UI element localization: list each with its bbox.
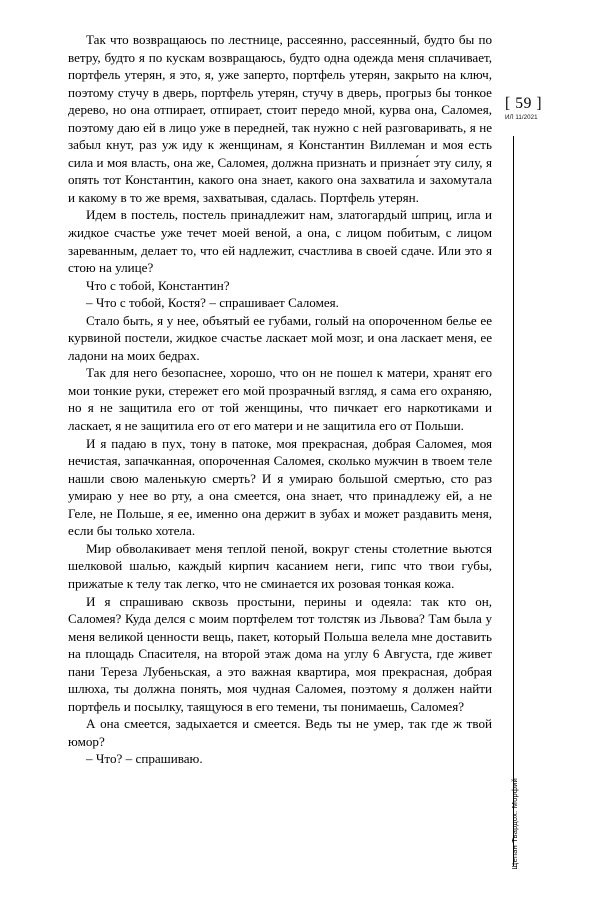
issue-label: ИЛ 11/2021 <box>505 114 538 121</box>
body-paragraph: А она смеется, задыхается и смеется. Ведь ты не умер, так где ж твой юмор? <box>68 716 492 749</box>
body-paragraph: – Что? – спрашиваю. <box>86 751 203 767</box>
body-paragraph: Так для него безопаснее, хорошо, что он не пошел к матери, хранят его мои тонкие руки, стережет его мой прозрачный взгляд, я сама его охраняю, но я не защитила его от той женщины, что пичкает его наркотиками и ласкает, я не защитила его от его матери и не защитила его от Польши. <box>68 365 492 434</box>
body-paragraph: Что с тобой, Константин? <box>86 277 230 293</box>
running-head-label: Щепан Твардох. Морфий <box>509 778 519 870</box>
folio-block <box>505 95 575 122</box>
page-number: [ 59 ] <box>505 95 543 112</box>
body-text-column <box>68 31 492 768</box>
body-paragraph: Мир обволакивает меня теплой пеной, вокруг стены столетние вьются шелковой шалью, каждый кирпич касанием неги, гипс что твои губы, прижатые к телу так легко, что не сминается их розовая тонкая кожа. <box>68 540 492 591</box>
body-paragraph: И я спрашиваю сквозь простыни, перины и одеяла: так кто он, Саломея? Куда делся с моим портфелем тот толстяк из Львова? Там была у меня великой ценности вещь, пакет, который Польша велела мне доставить на площадь Спасителя, на второй этаж дома на углу 6 Августа, где живет пани Тереза Лубеньская, а это важная квартира, моя прекрасная, добрая шлюха, ты должна понять, моя чудная Саломея, поэтому я должен найти портфель и посылку, таящуюся в его темени, ты понимаешь, Саломея? <box>68 593 492 714</box>
body-paragraph: Стало быть, я у нее, объятый ее губами, голый на опороченном белье ее курвиной постели, жидкое счастье ласкает мой мозг, и она ласкает меня, ее ладони на моих бедрах. <box>68 312 492 363</box>
body-paragraph: Идем в постель, постель принадлежит нам, златогардый шприц, игла и жидкое счастье уже течет моей веной, а она, с лицом побитым, с лицом зареванным, делает то, что ей надлежит, счастлива в своей сдаче. Или это я стою на улице? <box>68 207 492 276</box>
body-paragraph: – Что с тобой, Костя? – спрашивает Саломея. <box>86 295 339 311</box>
body-paragraph: И я падаю в пух, тону в патоке, моя прекрасная, добрая Саломея, моя нечистая, запачканная, опороченная Саломея, сколько мужчин в твоем теле нашли свою маленькую смерть? И я умираю большой смертью, сто раз умираю у нее во рту, а она смеется, она знает, что принадлежу ей, а не Геле, не Польше, я ее, именно она держит в зубах и может раздавить меня, если бы только хотела. <box>68 435 492 539</box>
body-paragraph: Так что возвращаюсь по лестнице, рассеянно, рассеянный, будто бы по ветру, будто я по кускам возвращаюсь, будто одна одежда меня сплачивает, портфель утерян, я это, я, уже заперто, портфель утерян, закрыто на ключ, поэтому стучу в дверь, портфель утерян, стучу в дверь, прогрыз бы тонкое дерево, но она отпирает, отпирает, стоит передо мной, курва она, Саломея, поэтому даю ей в лицо уже в передней, так нужно с ней разговаривать, я не забыл кнут, раз уж иду к женщинам, я Константин Виллеман и моя есть сила и моя власть, она же, Саломея, должна признать и призна́ет эту силу, я опять тот Константин, какого она знает, какого она захватила и захомутала и какому в то же время, захватывая, сдалась. Портфель утерян. <box>68 32 492 205</box>
running-head <box>507 720 521 870</box>
